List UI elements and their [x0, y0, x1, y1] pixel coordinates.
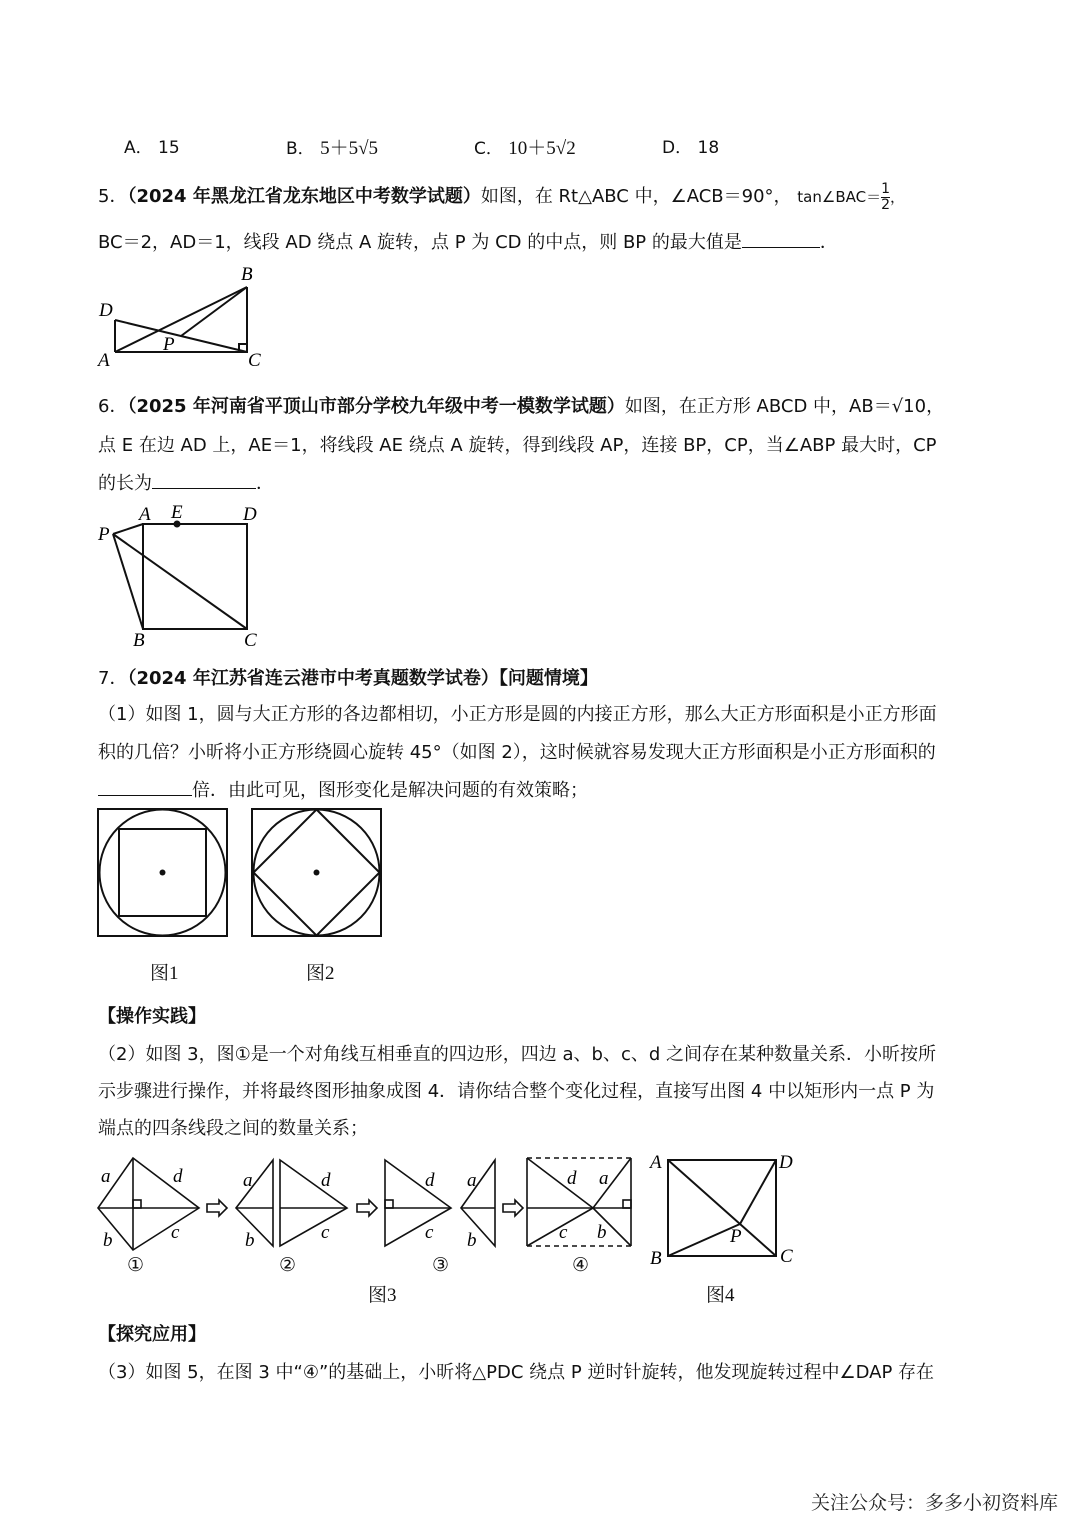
fig4 [648, 1150, 798, 1270]
fig3-step-2: ② [279, 1255, 297, 1276]
svg-text:D: D [779, 1152, 793, 1173]
label-D: D [99, 300, 113, 321]
q5-line2: BC＝2，AD＝1，线段 AD 绕点 A 旋转，点 P 为 CD 的中点，则 BP 的最大值是 ． [98, 228, 838, 254]
q7-part1-line1: （1）如图 1，圆与大正方形的各边都相切，小正方形是圆的内接正方形，那么大正方形面积是小正方形面 [98, 704, 937, 725]
footer-watermark: 关注公众号：多多小初资料库 [810, 1492, 1058, 1514]
fig3-step-1: ① [127, 1255, 145, 1276]
q7-part1-line3: 倍．由此可见，图形变化是解决问题的有效策略； [98, 776, 588, 802]
svg-text:B: B [650, 1248, 662, 1269]
label-A: A [98, 350, 110, 371]
q7-part3-line1: （3）如图 5，在图 3 中“④”的基础上，小昕将△PDC 绕点 P 逆时针旋转，他发现旋转过程中∠DAP 存在 [98, 1362, 935, 1383]
label-C: C [248, 350, 261, 371]
label-C: C [244, 630, 257, 651]
label-B: B [133, 630, 145, 651]
svg-text:A: A [650, 1152, 662, 1173]
fig3-caption: 图3 [368, 1285, 397, 1306]
label-P: P [163, 334, 175, 355]
svg-text:c: c [559, 1222, 568, 1243]
tan-expression: tan∠BAC＝ $\frac{1}{2}$ ， [797, 181, 906, 213]
option-b: B． 5＋5√5 [286, 138, 379, 159]
q7-part2-line3: 端点的四条线段之间的数量关系； [98, 1118, 368, 1139]
answer-blank [152, 470, 256, 489]
fig1 [97, 808, 229, 938]
label-P: P [98, 524, 110, 545]
q5-figure [95, 260, 275, 370]
q6-line3: 的长为 ． [98, 469, 274, 495]
q7-part2-line2: 示步骤进行操作，并将最终图形抽象成图 4．请你结合整个变化过程，直接写出图 4 中以矩形内一点 P 为 [98, 1081, 935, 1102]
q7-line1: 7．（2024 年江苏省连云港市中考真题数学试卷）【问题情境】 [98, 668, 598, 689]
svg-text:d: d [425, 1170, 435, 1191]
svg-text:d: d [567, 1168, 577, 1189]
svg-text:d: d [173, 1166, 183, 1187]
fig3 [95, 1152, 635, 1282]
label-D: D [243, 504, 257, 525]
label-B: B [241, 264, 253, 285]
svg-text:b: b [467, 1230, 477, 1251]
q6-figure [95, 498, 275, 651]
answer-blank [742, 229, 820, 248]
fig2 [251, 808, 383, 938]
q7-part2-line1: （2）如图 3，图①是一个对角线互相垂直的四边形，四边 a、b、c、d 之间存在某种数量关系．小昕按所 [98, 1044, 936, 1065]
option-d: D． 18 [662, 138, 720, 158]
fig1-caption: 图1 [150, 963, 179, 984]
svg-text:c: c [171, 1222, 180, 1243]
q7-part1-line2: 积的几倍？小昕将小正方形绕圆心旋转 45°（如图 2），这时候就容易发现大正方形面积是小正方形面积的 [98, 742, 936, 763]
svg-text:b: b [245, 1230, 255, 1251]
label-E: E [171, 502, 183, 523]
label-A: A [139, 504, 151, 525]
svg-text:b: b [597, 1222, 607, 1243]
svg-text:a: a [101, 1166, 111, 1187]
svg-text:b: b [103, 1230, 113, 1251]
fig3-step-3: ③ [432, 1255, 450, 1276]
answer-blank [98, 777, 192, 796]
q6-line2: 点 E 在边 AD 上，AE＝1，将线段 AE 绕点 A 旋转，得到线段 AP，连接 BP，CP，当∠ABP 最大时，CP [98, 435, 937, 456]
svg-text:d: d [321, 1170, 331, 1191]
svg-text:a: a [243, 1170, 253, 1191]
section-explore: 【探究应用】 [98, 1324, 206, 1345]
q5-line1: 5．（2024 年黑龙江省龙东地区中考数学试题）如图，在 Rt△ABC 中，∠ACB＝90°， tan∠BAC＝ $\frac{1}{2}$ ， [98, 181, 906, 213]
svg-text:a: a [599, 1168, 609, 1189]
svg-text:C: C [780, 1246, 793, 1267]
fig4-caption: 图4 [706, 1285, 735, 1306]
option-a: A． 15 [124, 138, 180, 158]
svg-text:c: c [321, 1222, 330, 1243]
svg-text:a: a [467, 1170, 477, 1191]
svg-text:P: P [730, 1226, 742, 1247]
option-c: C． 10＋5√2 [474, 138, 576, 159]
q6-line1: 6．（2025 年河南省平顶山市部分学校九年级中考一模数学试题）如图，在正方形 ABCD 中，AB＝√10， [98, 396, 945, 417]
fig2-caption: 图2 [306, 963, 335, 984]
fig3-step-4: ④ [572, 1255, 590, 1276]
svg-text:c: c [425, 1222, 434, 1243]
section-operation: 【操作实践】 [98, 1006, 206, 1027]
